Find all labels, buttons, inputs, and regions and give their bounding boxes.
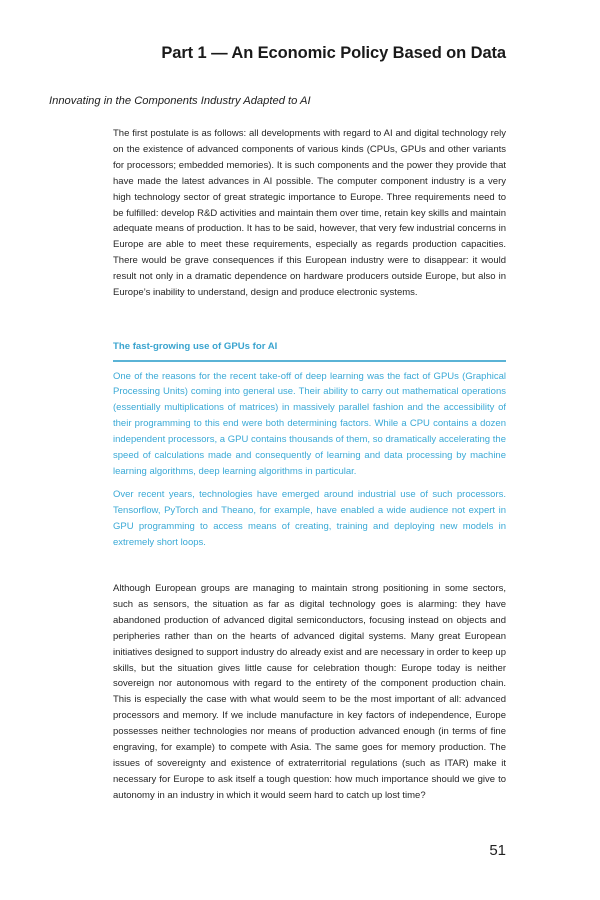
box-divider [113,360,506,362]
section-title: Innovating in the Components Industry Adapted to AI [49,95,311,107]
page-number: 51 [489,842,506,859]
sidebar-box [113,338,506,557]
body-paragraph: Although European groups are managing to maintain strong positioning in some sectors, such as sensors, the situation as far as digital technology goes is alarming: they have abandoned production of advanced digital semiconductors, focusing instead on objects and peripheries rather than on the hearts of advanced digital systems. Many great European initiatives designed to support industry do already exist and are necessary in order to keep up skills, but the situation gives little cause for celebration though: Europe today is neither sovereign nor autonomous with regard to the entirety of the component production chain. This is especially the case with what would seem to be the most important of all: advanced processors and memory. If we include manufacture in key factors of independence, Europe possesses neither technologies nor means of production advanced enough (in terms of fine engraving, for example) to compete with Asia. The same goes for memory production. The issues of sovereignty and existence of extraterritorial regulations (such as ITAR) make it necessary for Europe to ask itself a tough question: how much importance should we give to autonomy in an industry in which it would seem hard to catch up lost time? [113,583,506,801]
box-paragraph: One of the reasons for the recent take-off of deep learning was the fact of GPUs (Graphical Processing Units) coming into general use. Their ability to carry out mathematical operations (essentially multiplications of matrices) in massively parallel fashion and the accessibility of their programming to this end were both determining factors. While a CPU contains a dozen independent processors, a GPU contains thousands of them, so dramatically accelerating the speed of calculations made and consequently of learning and data processing by machine learning algorithms, deep learning algorithms in particular. [113,370,506,477]
box-title: The fast-growing use of GPUs for AI [113,341,278,352]
page-title: Part 1 — An Economic Policy Based on Data [161,44,506,62]
box-paragraph: Over recent years, technologies have emerged around industrial use of such processors. Tensorflow, PyTorch and Theano, for example, have enabled a wide audience not expert in GPU programming to access means of creating, training and deploying new models in extremely short loops. [113,488,506,548]
body-paragraph: The first postulate is as follows: all developments with regard to AI and digital technology rely on the existence of advanced components of various kinds (CPUs, GPUs and other variants for processors; embedded memories). It is such components and the power they provide that have made the latest advances in AI possible. The computer component industry is a very high technology sector of great strategic importance to Europe. Three requirements need to be fulfilled: develop R&D activities and maintain them over time, retain key skills and maintain adequate means of production. It has to be said, however, that very few industrial concerns in Europe are able to meet these requirements, especially as regards production capacities. There would be grave consequences if this European industry were to disappear: it would result not only in a dramatic dependence on hardware producers outside Europe, but also in Europe’s inability to understand, design and produce electronic systems. [113,128,506,299]
